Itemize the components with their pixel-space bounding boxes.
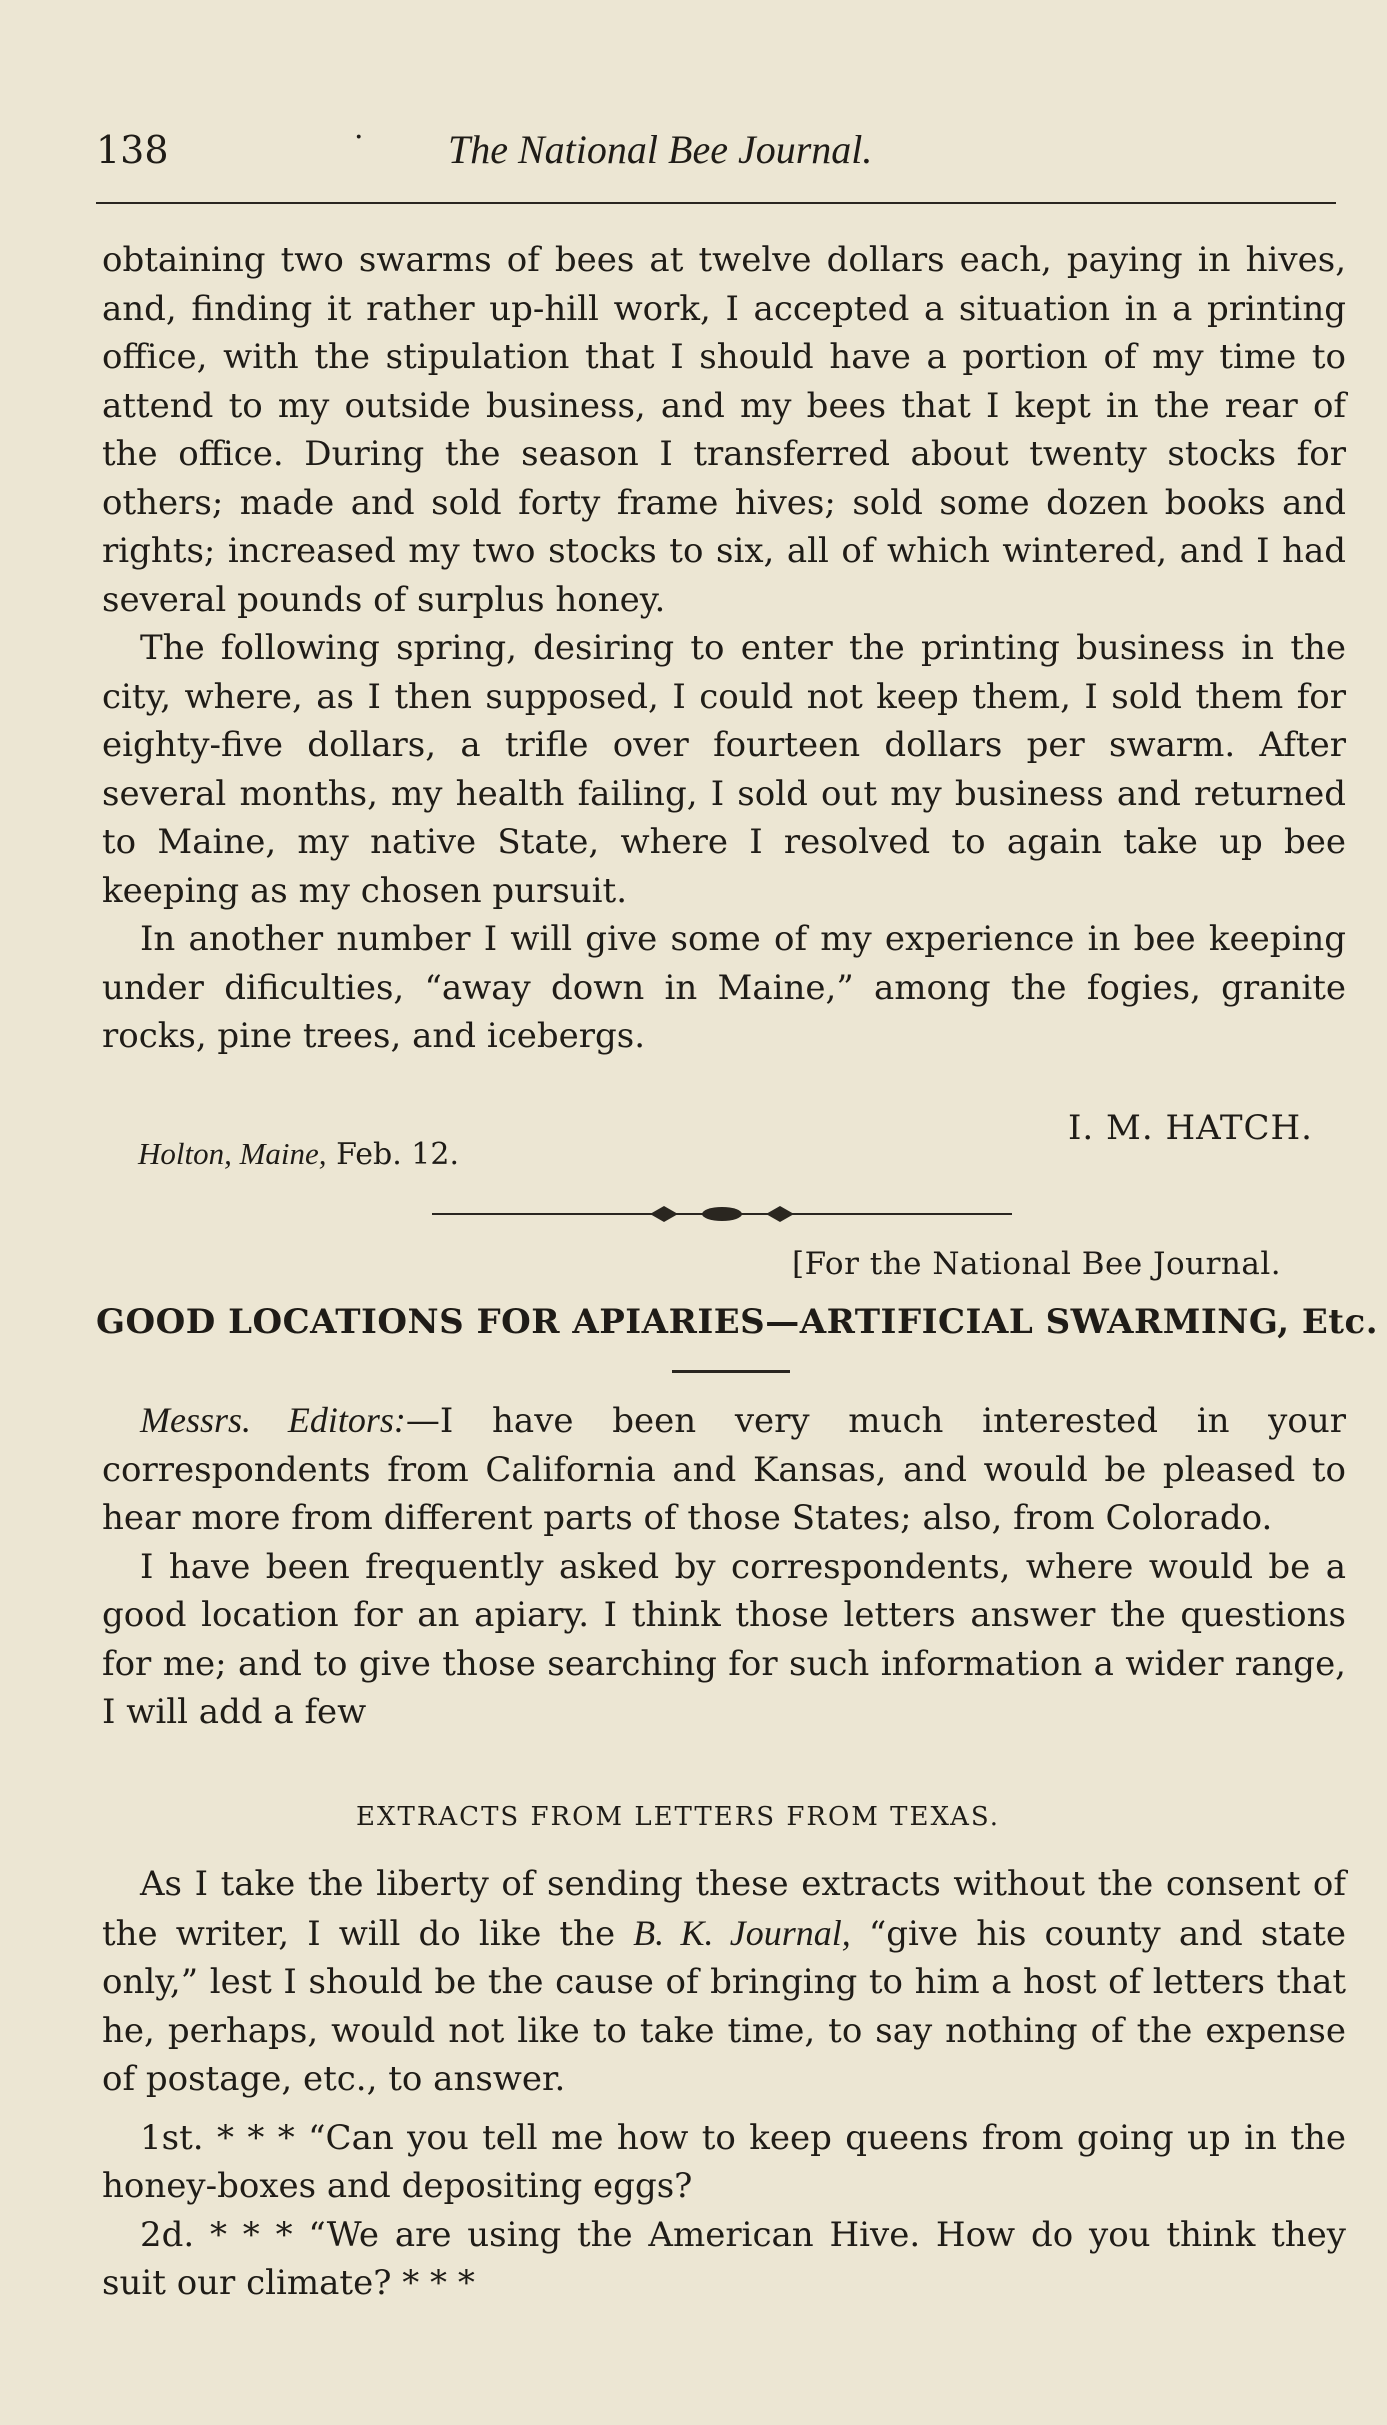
author-signature: I. M. HATCH. [1068, 1108, 1313, 1148]
letter-continuation [102, 236, 1346, 1061]
article-body-bottom [102, 1860, 1346, 2308]
salutation: Messrs. Editors: [140, 1400, 406, 1440]
paragraph [102, 1860, 1346, 2104]
paragraph: 2d. * * * “We are using the American Hive. How do you think they suit our climate? * * * [102, 2214, 1346, 2303]
section-divider-ornament [432, 1200, 1012, 1228]
dateline-date: Feb. 12. [326, 1137, 460, 1172]
header-dot: · [354, 120, 364, 155]
dateline-place: Holton, Maine, [138, 1136, 327, 1171]
article-body-top [102, 1396, 1346, 1737]
page-number: 138 [96, 128, 169, 172]
paragraph-text: “give his county and state only,” lest I should be the cause of bringing to him a host of letters that he, perhaps, would not like to take time, to say nothing of the expense of postage, etc., to answer. [102, 1913, 1347, 2099]
paragraph-text: As I take the liberty of sending these extracts without the consent of the writer, I will do like the [102, 1864, 1346, 1954]
paragraph: In another number I will give some of my experience in bee keeping under dificulties, “away down in Maine,” among the fogies, granite rocks, pine trees, and icebergs. [102, 919, 1346, 1056]
attribution-note: [For the National Bee Journal. [792, 1246, 1282, 1282]
paragraph: I have been frequently asked by correspondents, where would be a good location for an apiary. I think those letters answer the questions for me; and to give those searching for such information a wider range, I will add a few [102, 1546, 1346, 1732]
article-title: GOOD LOCATIONS FOR APIARIES—ARTIFICIAL SWARMING, Etc. [96, 1302, 1379, 1342]
paragraph: The following spring, desiring to enter the printing business in the city, where, as I then supposed, I could not keep them, I sold them for eighty-five dollars, a trifle over fourteen dollars per swarm. After several months, my health failing, I sold out my business and returned to Maine, my native State, where I resolved to again take up bee keeping as my chosen pursuit. [102, 628, 1346, 911]
journal-reference: B. K. Journal, [633, 1912, 851, 1953]
paragraph [102, 1396, 1346, 1543]
subheading: EXTRACTS FROM LETTERS FROM TEXAS. [356, 1802, 1001, 1832]
journal-title: The National Bee Journal. [448, 127, 873, 172]
page-header [96, 120, 1340, 180]
header-rule [96, 202, 1336, 204]
paragraph: 1st. * * * “Can you tell me how to keep queens from going up in the honey-boxes and depositing eggs? [102, 2117, 1346, 2206]
paragraph: obtaining two swarms of bees at twelve dollars each, paying in hives, and, finding it rather up-hill work, I accepted a situation in a printing office, with the stipulation that I should have a portion of my time to attend to my outside business, and my bees that I kept in the rear of the office. During the season I transferred about twenty stocks for others; made and sold forty frame hives; sold some dozen books and rights; increased my two stocks to six, all of which wintered, and I had several pounds of surplus honey. [102, 240, 1346, 620]
title-rule [672, 1370, 790, 1373]
dateline [138, 1136, 459, 1172]
paragraph-text: —I have been very much interested in your correspondents from California and Kansas, and would be pleased to hear more from different parts of those States; also, from Colorado. [102, 1401, 1346, 1538]
